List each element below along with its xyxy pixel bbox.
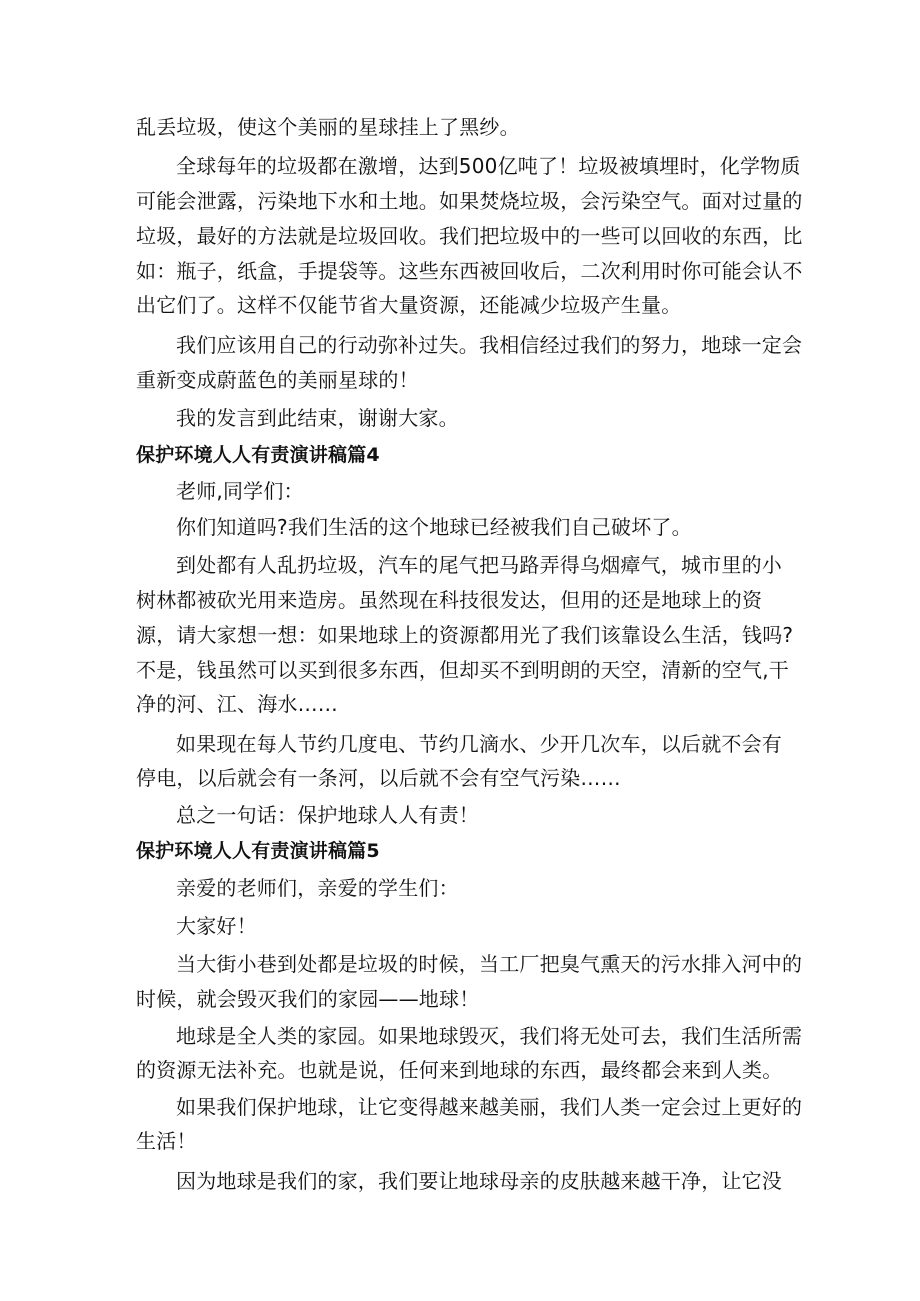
text-line: 源，请大家想一想：如果地球上的资源都用光了我们该靠设么生活，钱吗?	[136, 623, 794, 647]
text-line: 时候，就会毁灭我们的家园——地球！	[136, 987, 480, 1011]
section-heading: 保护环境人人有责演讲稿篇5	[136, 840, 380, 862]
section-heading: 保护环境人人有责演讲稿篇4	[136, 444, 380, 466]
text-line: 不是，钱虽然可以买到很多东西，但却买不到明朗的天空，清新的空气,干	[136, 658, 789, 682]
text-line: 当大街小巷到处都是垃圾的时候，当工厂把臭气熏天的污水排入河中的	[176, 952, 803, 976]
text-line: 全球每年的垃圾都在激增，达到500亿吨了！垃圾被填埋时，化学物质	[176, 154, 801, 178]
text-line: 因为地球是我们的家，我们要让地球母亲的皮肤越来越干净，让它没	[176, 1169, 782, 1193]
text-line: 可能会泄露，污染地下水和土地。如果焚烧垃圾，会污染空气。面对过量的	[136, 189, 803, 213]
text-line: 大家好！	[176, 914, 257, 938]
text-line: 我们应该用自己的行动弥补过失。我相信经过我们的努力，地球一定会	[176, 333, 803, 357]
text-line: 如果现在每人节约几度电、节约几滴水、少开几次车，以后就不会有	[176, 732, 782, 756]
text-line: 到处都有人乱扔垃圾，汽车的尾气把马路弄得乌烟瘴气，城市里的小	[176, 553, 782, 577]
text-line: 乱丢垃圾，使这个美丽的星球挂上了黑纱。	[136, 115, 520, 139]
text-line: 净的河、江、海水……	[136, 692, 338, 716]
text-line: 生活！	[136, 1129, 197, 1153]
text-line: 如果我们保护地球，让它变得越来越美丽，我们人类一定会过上更好的	[176, 1095, 803, 1119]
text-line: 树林都被砍光用来造房。虽然现在科技很发达，但用的还是地球上的资	[136, 588, 763, 612]
text-line: 如：瓶子，纸盒，手提袋等。这些东西被回收后，二次利用时你可能会认不	[136, 259, 803, 283]
text-line: 重新变成蔚蓝色的美丽星球的！	[136, 368, 419, 392]
text-line: 停电，以后就会有一条河，以后就不会有空气污染……	[136, 766, 621, 790]
text-line: 出它们了。这样不仅能节省大量资源，还能减少垃圾产生量。	[136, 293, 682, 317]
text-line: 老师,同学们：	[176, 479, 304, 503]
text-line: 我的发言到此结束，谢谢大家。	[176, 406, 459, 430]
text-line: 的资源无法补充。也就是说，任何来到地球的东西，最终都会来到人类。	[136, 1058, 783, 1082]
text-line: 垃圾，最好的方法就是垃圾回收。我们把垃圾中的一些可以回收的东西，比	[136, 224, 803, 248]
text-line: 你们知道吗?我们生活的这个地球已经被我们自己破坏了。	[176, 515, 692, 539]
text-line: 总之一句话：保护地球人人有责！	[176, 803, 479, 827]
text-line: 地球是全人类的家园。如果地球毁灭，我们将无处可去，我们生活所需	[176, 1024, 803, 1048]
text-line: 亲爱的老师们，亲爱的学生们：	[176, 876, 459, 900]
